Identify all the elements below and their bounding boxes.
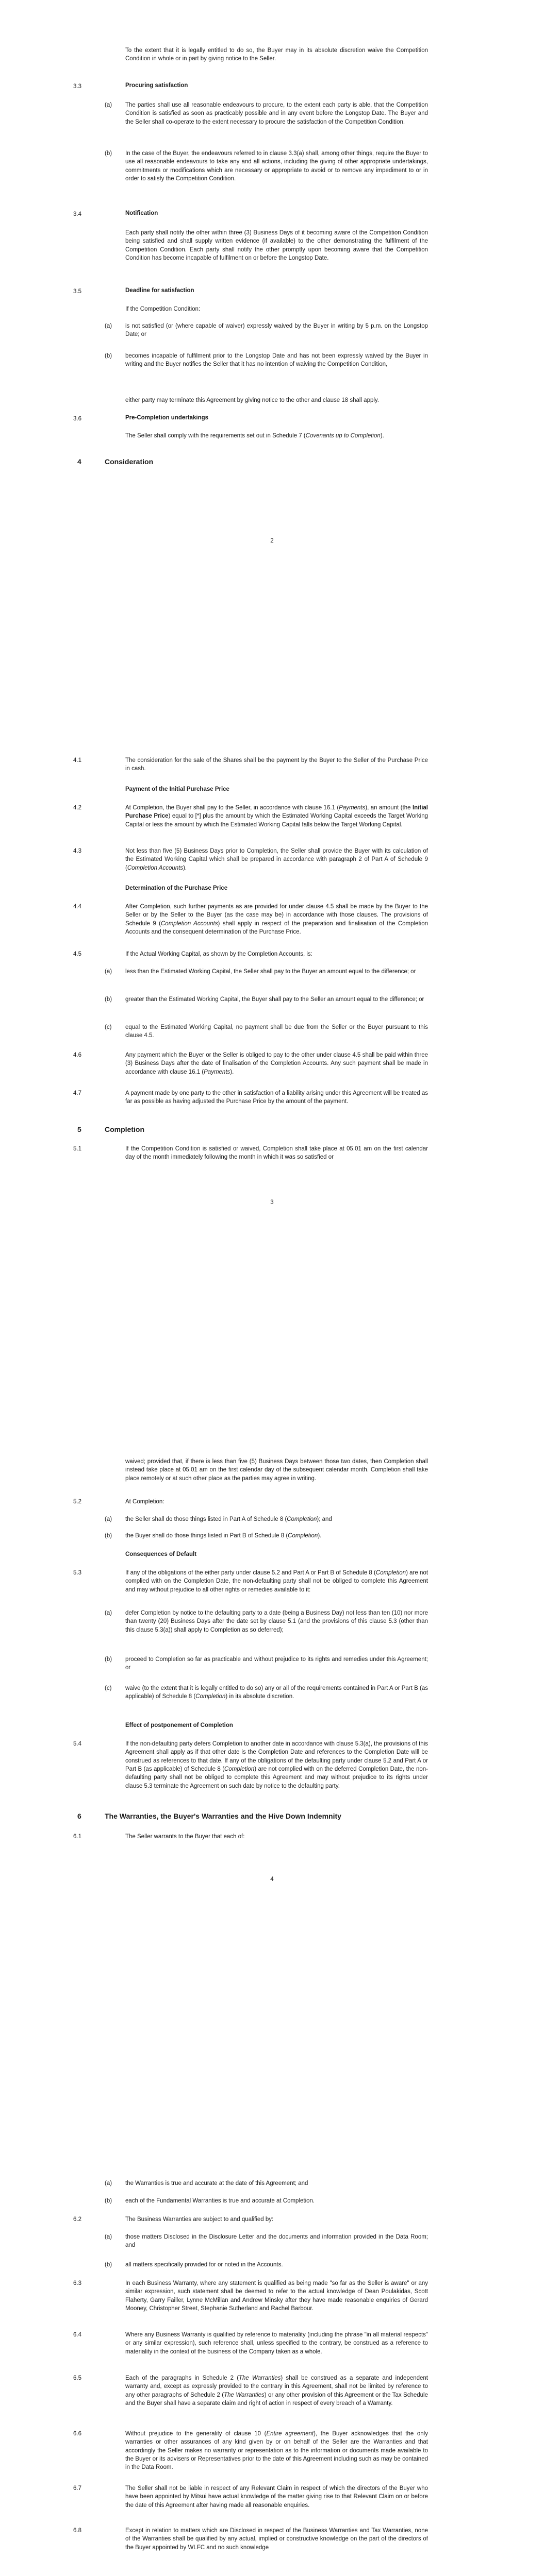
subclause-label: (b): [105, 150, 112, 157]
subclause-label: (a): [105, 1610, 112, 1616]
page-number: 3: [270, 1199, 274, 1206]
subclause-label: (a): [105, 1516, 112, 1522]
subclause-text: waive (to the extent that it is legally entitled to do so) any or all of the requirements contained in Part A or Part B (as applicable) of Schedule 8 (Completion) in its absolute discretion.: [125, 1685, 428, 1700]
clause-text: If any of the obligations of the either party under clause 5.2 and Part A or Part B of Schedule 8 (Completion) are not complied with on the Completion Date, the non-defaulting party shall not be obliged to complete this Agreement and may without prejudice to all other rights or remedies available to it:: [125, 1570, 428, 1593]
clause-heading: Procuring satisfaction: [125, 82, 188, 89]
clause-text: If the Competition Condition is satisfied or waived, Completion shall take place at 05.01 am on the first calendar day of the month immediately following the month in which it was so satisfied or: [125, 1146, 428, 1161]
clause-number: 4.1: [73, 757, 81, 764]
clause-number: 3.4: [73, 211, 81, 217]
clause-text: The Seller shall not be liable in respect of any Relevant Claim in respect of which the directors of the Buyer who have been appointed by Mitsui have actual knowledge of the matter giving rise to that Relevant Claim on or before the date of this Agreement after having made all reasonable enquiries.: [125, 2485, 428, 2509]
subclause-text: proceed to Completion so far as practicable and without prejudice to its rights and remedies under this Agreement; or: [125, 1656, 428, 1671]
clause-text: Where any Business Warranty is qualified by reference to materiality (including the phrase "in all material respects" or any similar expression), such reference shall, unless specified to the contrary, be construed as a reference to materiality in the context of the business of the Company taken as a whole.: [125, 2332, 428, 2355]
subclause-label: (a): [105, 323, 112, 329]
subclause-text: equal to the Estimated Working Capital, no payment shall be due from the Seller or the Buyer pursuant to this clause 4.5.: [125, 1024, 428, 1039]
clause-number: 6.4: [73, 2332, 81, 2338]
subclause-label: (b): [105, 996, 112, 1003]
clause-number: 5.1: [73, 1146, 81, 1152]
subclause-label: (b): [105, 353, 112, 359]
subclause-text: less than the Estimated Working Capital, the Seller shall pay to the Buyer an amount equal to the difference; or: [125, 969, 416, 975]
subclause-text: those matters Disclosed in the Disclosure Letter and the documents and information provided in the Data Room; and: [125, 2234, 428, 2249]
clause-number: 4.6: [73, 1052, 81, 1058]
subclause-text: defer Completion by notice to the defaulting party to a date (being a Business Day) not less than ten (10) nor more than twenty (20) Business Days after the date set by clause 5.1 (and the provisions of this clause 5.3 (other than this clause 5.3(a)) shall apply to Completion as so deferred);: [125, 1610, 428, 1633]
page-3: [0, 1266, 544, 1978]
clause-text: Each party shall notify the other within three (3) Business Days of it becoming aware of the Competition Condition being satisfied and shall supply written evidence (if available) to the other demonstrating the fulfilment of the Competition Condition. Each party shall notify the other promptly upon becoming aware that the Competition Condition has become incapable of fulfilment on or before the Longstop Date.: [125, 230, 428, 261]
clause-text: Except in relation to matters which are Disclosed in respect of the Business Warranties and Tax Warranties, none of the Warranties shall be qualified by any actual, implied or constructive knowledge on the part of the directors of the Buyer appointed by WLFC and no such knowledge: [125, 2528, 428, 2551]
clause-text: Without prejudice to the generality of clause 10 (Entire agreement), the Buyer acknowledges that the only warranties or other assurances of any kind given by or on behalf of the Seller are the Warranties and that accordingly the Seller makes no warranty or representation as to the information or documents made available to the Buyer or its advisers or Representatives prior to the date of this Agreement including such as may be contained in the Data Room.: [125, 2431, 428, 2471]
subclause-text: all matters specifically provided for or noted in the Accounts.: [125, 2262, 283, 2268]
clause-heading: Pre-Completion undertakings: [125, 415, 209, 421]
section-number: 4: [77, 457, 81, 466]
subclause-label: (a): [105, 102, 112, 108]
section-title: Completion: [105, 1125, 144, 1133]
subclause-label: (a): [105, 2234, 112, 2240]
subclause-label: (a): [105, 969, 112, 975]
subclause-label: (a): [105, 2180, 112, 2187]
section-number: 6: [77, 1812, 81, 1820]
clause-text: The consideration for the sale of the Shares shall be the payment by the Buyer to the Seller of the Purchase Price in cash.: [125, 757, 428, 772]
page-number: 2: [270, 538, 274, 544]
clause-text: A payment made by one party to the other in satisfaction of a liability arising under this Agreement will be treated as far as possible as having adjusted the Purchase Price by the amount of the payment.: [125, 1090, 428, 1105]
section-title: The Warranties, the Buyer's Warranties and the Hive Down Indemnity: [105, 1812, 341, 1820]
clause-5-1-continued: waived; provided that, if there is less than five (5) Business Days between those two dates, then Completion shall instead take place at 05.01 am on the first calendar day of the subsequent calendar month. Completion shall take place remotely or at such other place as the parties may agree in writing.: [125, 1459, 428, 1482]
subclause-text: the Buyer shall do those things listed in Part B of Schedule 8 (Completion).: [125, 1533, 322, 1539]
subclause-label: (b): [105, 1656, 112, 1663]
subclause-label: (c): [105, 1024, 112, 1030]
clause-text: Not less than five (5) Business Days prior to Completion, the Seller shall provide the Buyer with its calculation of the Estimated Working Capital which shall be prepared in accordance with paragraph 2 of Part A of Schedule 9 (Completion Accounts).: [125, 848, 428, 871]
clause-text: At Completion:: [125, 1499, 164, 1505]
clause-text: The Seller shall comply with the requirements set out in Schedule 7 (Covenants up to Completion).: [125, 433, 384, 439]
sub-heading: Determination of the Purchase Price: [125, 885, 228, 891]
subclause-text: greater than the Estimated Working Capital, the Buyer shall pay to the Seller an amount equal to the difference; or: [125, 996, 424, 1003]
clause-text: At Completion, the Buyer shall pay to the Seller, in accordance with clause 16.1 (Payments), an amount (the Initial Purchase Price) equal to [*] plus the amount by which the Estimated Working Capital exceeds the Target Working Capital or less the amount by which the Estimated Working Capital falls below the Target Working Capital.: [125, 805, 428, 828]
clause-3-2-continued: To the extent that it is legally entitled to do so, the Buyer may in its absolute discretion waive the Competition Condition in whole or in part by giving notice to the Seller.: [125, 47, 428, 62]
sub-heading: Payment of the Initial Purchase Price: [125, 786, 229, 792]
subclause-text: The parties shall use all reasonable endeavours to procure, to the extent each party is able, that the Competition Condition is satisfied as soon as practicably possible and in any event before the Longstop Date. The Buyer and the Seller shall co-operate to the extent necessary to procure the satisfaction of the Competition Condition.: [125, 102, 428, 125]
clause-number: 6.8: [73, 2528, 81, 2534]
page-number: 4: [270, 1876, 274, 1883]
page-1: [0, 0, 544, 563]
sub-heading: Effect of postponement of Completion: [125, 1722, 233, 1728]
clause-number: 4.2: [73, 805, 81, 811]
clause-number: 4.7: [73, 1090, 81, 1096]
clause-heading: Notification: [125, 210, 158, 216]
clause-number: 6.3: [73, 2280, 81, 2286]
subclause-text: becomes incapable of fulfilment prior to the Longstop Date and has not been expressly waived by the Buyer in writing and the Buyer notifies the Seller that it has no intention of waiving the Competition Condition,: [125, 353, 428, 368]
clause-number: 4.3: [73, 848, 81, 854]
subclause-label: (b): [105, 2262, 112, 2268]
clause-text: If the Actual Working Capital, as shown by the Completion Accounts, is:: [125, 951, 312, 957]
subclause-text: each of the Fundamental Warranties is true and accurate at Completion.: [125, 2198, 315, 2204]
subclause-text: the Seller shall do those things listed in Part A of Schedule 8 (Completion); and: [125, 1516, 332, 1522]
subclause-label: (c): [105, 1685, 112, 1691]
clause-number: 3.6: [73, 416, 81, 422]
clause-number: 6.7: [73, 2485, 81, 2492]
clause-number: 6.2: [73, 2216, 81, 2223]
subclause-text: the Warranties is true and accurate at the date of this Agreement; and: [125, 2180, 308, 2187]
clause-number: 5.3: [73, 1570, 81, 1576]
subclause-text: In the case of the Buyer, the endeavours referred to in clause 3.3(a) shall, among other things, require the Buyer to use all reasonable endeavours to take any and all actions, including the giving of other appropriate undertakings, commitments or modifications which are necessary or appropriate to avoid or to remove any impediment to or in order to satisfy the Competition Condition.: [125, 150, 428, 182]
subclause-label: (b): [105, 1533, 112, 1539]
subclause-label: (b): [105, 2198, 112, 2204]
clause-text: The Seller warrants to the Buyer that each of:: [125, 1834, 245, 1840]
clause-number: 6.6: [73, 2431, 81, 2437]
clause-number: 6.5: [73, 2375, 81, 2381]
page-2: [0, 563, 544, 1266]
clause-text: either party may terminate this Agreement by giving notice to the other and clause 18 shall apply.: [125, 397, 380, 403]
clause-text: Any payment which the Buyer or the Seller is obliged to pay to the other under clause 4.5 shall be paid within three (3) Business Days after the date of finalisation of the Completion Accounts. Any such payment shall be made in accordance with clause 16.1 (Payments).: [125, 1052, 428, 1075]
clause-text: If the non-defaulting party defers Completion to another date in accordance with clause 5.3(a), the provisions of this Agreement shall apply as if that other date is the Completion Date and references to the Completion Date will be construed as references to that date. If any of the obligations of the defaulting party under clause 5.2 and Part A or Part B (as applicable) of Schedule 8 (Completion) are not complied with on the deferred Completion Date, the non-defaulting party shall not be obliged to complete this Agreement and may without prejudice to its rights under clause 5.3 terminate the Agreement on such date by notice to the defaulting party.: [125, 1741, 428, 1789]
page-4: [0, 1978, 544, 2576]
clause-number: 3.3: [73, 83, 81, 90]
clause-heading: Deadline for satisfaction: [125, 287, 194, 294]
subclause-text: is not satisfied (or (where capable of waiver) expressly waived by the Buyer in writing by 5 p.m. on the Longstop Date; or: [125, 323, 428, 338]
clause-number: 4.4: [73, 904, 81, 910]
clause-number: 3.5: [73, 289, 81, 295]
clause-text: The Business Warranties are subject to and qualified by:: [125, 2216, 274, 2223]
clause-text: In each Business Warranty, where any statement is qualified as being made "so far as the Seller is aware" or any similar expression, such statement shall be deemed to refer to the actual knowledge of Dean Poulakidas, Scott Flaherty, Garry Failler, Lynne McMillan and Andrew Minsky after they have made reasonable enquiries of Gerard Mooney, Christopher Street, Stephanie Sutherland and Rachel Barbour.: [125, 2280, 428, 2312]
section-title: Consideration: [105, 457, 154, 466]
clause-number: 5.4: [73, 1741, 81, 1747]
clause-text: After Completion, such further payments as are provided for under clause 4.5 shall be made by the Buyer to the Seller or by the Seller to the Buyer (as the case may be) in accordance with those clauses. The provisions of Schedule 9 (Completion Accounts) shall apply in respect of the preparation and finalisation of the Completion Accounts and the consequent determination of the Purchase Price.: [125, 904, 428, 935]
clause-number: 6.1: [73, 1834, 81, 1840]
section-number: 5: [77, 1125, 81, 1133]
sub-heading: Consequences of Default: [125, 1551, 197, 1557]
clause-number: 5.2: [73, 1499, 81, 1505]
clause-number: 4.5: [73, 951, 81, 957]
clause-text: Each of the paragraphs in Schedule 2 (The Warranties) shall be construed as a separate and independent warranty and, except as expressly provided to the contrary in this Agreement, shall not be limited by reference to any other paragraphs of Schedule 2 (The Warranties) or any other provision of this Agreement or the Tax Schedule and the Buyer shall have a separate claim and right of action in respect of every breach of a Warranty.: [125, 2375, 428, 2406]
clause-text: If the Competition Condition:: [125, 306, 201, 312]
